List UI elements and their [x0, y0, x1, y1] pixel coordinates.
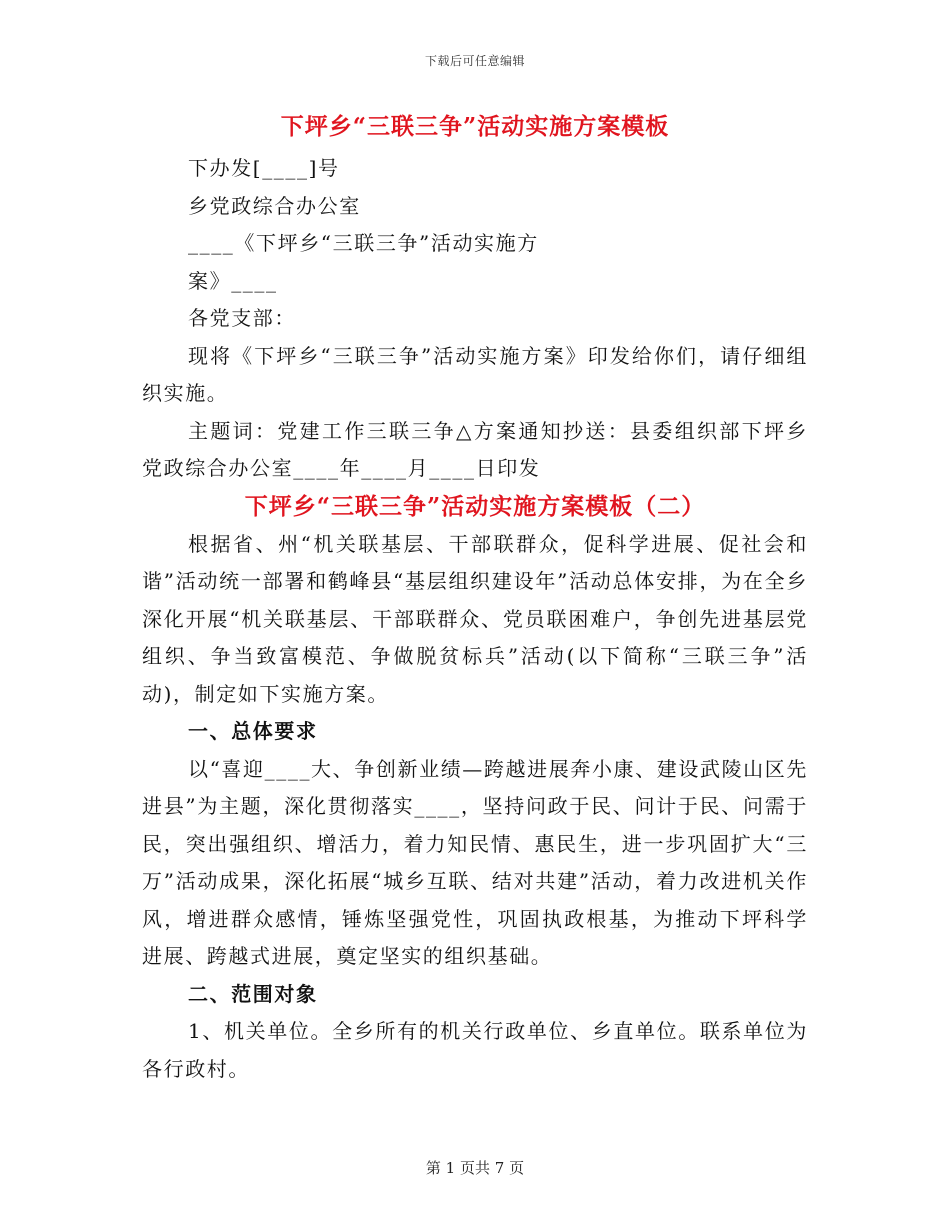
notice-paragraph: 现将《下坪乡“三联三争”活动实施方案》印发给你们，请仔细组织实施。 — [142, 343, 808, 405]
page-number: 第 1 页共 7 页 — [425, 1159, 525, 1177]
document-title: 下坪乡“三联三争”活动实施方案模板 — [280, 113, 670, 140]
doc-number-line: 下办发[____]号 — [188, 156, 340, 180]
subject-line-2: 案》____ — [188, 268, 278, 293]
salutation-line: 各党支部： — [188, 306, 296, 330]
document-title-2: 下坪乡“三联三争”活动实施方案模板（二） — [244, 492, 706, 520]
issuing-office-line: 乡党政综合办公室 — [188, 193, 361, 218]
subject-line-1: ____《下坪乡“三联三争”活动实施方 — [188, 231, 539, 255]
intro-paragraph: 根据省、州“机关联基层、干部联群众，促科学进展、促社会和谐”活动统一部署和鹤峰县“基层组织建设年”活动总体安排，为在全乡深化开展“机关联基层、干部联群众、党员联困难户，争创先进基层党组织、争当致富模范、争做脱贫标兵”活动(以下简称“三联三争”活动)，制定如下实施方案。 — [142, 531, 808, 706]
keywords-paragraph: 主题词：党建工作三联三争△方案通知抄送：县委组织部下坪乡党政综合办公室____年____月____日印发 — [142, 418, 808, 480]
section-heading-scope: 二、范围对象 — [188, 981, 318, 1006]
requirements-paragraph: 以“喜迎____大、争创新业绩—跨越进展奔小康、建设武陵山区先进县”为主题，深化贯彻落实____，坚持问政于民、问计于民、问需于民，突出强组织、增活力，着力知民情、惠民生，进一步巩固扩大“三万”活动成果，深化拓展“城乡互联、结对共建”活动，着力改进机关作风，增进群众感情，锤炼坚强党性，巩固执政根基，为推动下坪科学进展、跨越式进展，奠定坚实的组织基础。 — [142, 756, 808, 968]
page-header-note: 下载后可任意编辑 — [424, 54, 525, 68]
scope-paragraph-1: 1、机关单位。全乡所有的机关行政单位、乡直单位。联系单位为各行政村。 — [142, 1019, 808, 1081]
section-heading-requirements: 一、总体要求 — [188, 719, 318, 743]
document-body — [142, 108, 808, 1088]
